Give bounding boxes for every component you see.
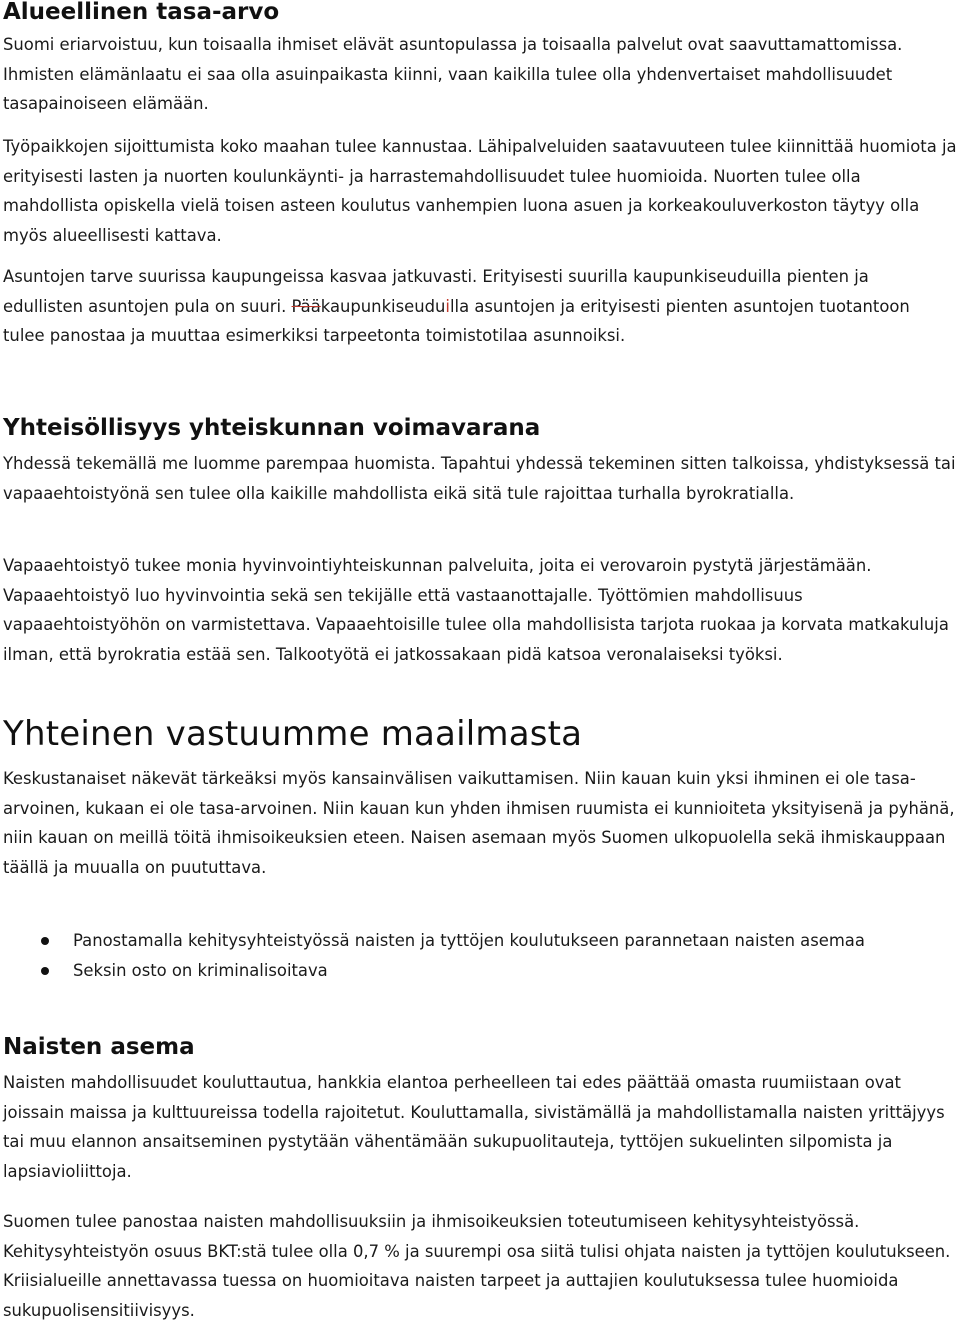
section-heading-global-responsibility: Yhteinen vastuumme maailmasta — [3, 714, 583, 754]
paragraph: Suomen tulee panostaa naisten mahdollisuuksiin ja ihmisoikeuksien toteutumiseen kehitysyhteistyössä. Kehitysyhteistyön osuus BKT:stä tulee olla 0,7 % ja suurempi osa siitä tulisi ohjata naisten ja tyttöjen koulutukseen. Kriisialueille annettavassa tuessa on huomioitava naisten tarpeet ja auttajien koulutuksessa tulee huomioida sukupuolisensitiivisyys. — [3, 1212, 951, 1320]
text-run: kaupunkiseudu — [320, 296, 446, 316]
list-item-text: Panostamalla kehitysyhteistyössä naisten ja tyttöjen koulutukseen parannetaan naisten asemaa — [73, 931, 865, 950]
bullet-icon — [41, 967, 49, 975]
paragraph: Keskustanaiset näkevät tärkeäksi myös kansainvälisen vaikuttamisen. Niin kauan kuin yksi ihminen ei ole tasa-arvoinen, kukaan ei ole tasa-arvoinen. Niin kauan kun yhden ihmisen ruumista ei kunnioiteta yksityisenä ja pyhänä, niin kauan on meillä töitä ihmisoikeuksien eteen. Naisen asemaan myös Suomen ulkopuolella sekä ihmiskauppaan täällä ja muualla on puututtava. — [3, 769, 955, 877]
paragraph: Työpaikkojen sijoittumista koko maahan tulee kannustaa. Lähipalveluiden saatavuuteen tulee kiinnittää huomiota ja erityisesti lasten ja nuorten koulunkäynti- ja harrastemahdollisuudet tulee huomioida. Nuorten tulee olla mahdollista opiskella vielä toisen asteen koulutus vanhempien luona asuen ja korkeakouluverkoston täytyy olla myös alueellisesti kattava. — [3, 137, 957, 245]
paragraph: Yhdessä tekemällä me luomme parempaa huomista. Tapahtui yhdessä tekeminen sitten talkoissa, yhdistyksessä tai vapaaehtoistyönä sen tulee olla kaikille mahdollista eikä sitä tule rajoittaa turhalla byrokratialla. — [3, 454, 956, 503]
list-item — [0, 956, 865, 986]
text-run: lla asuntojen ja erityisesti pienten asuntojen tuotantoon tulee panostaa ja muuttaa esimerkiksi tarpeetonta toimistotilaa asunnoiksi. — [3, 296, 910, 345]
paragraph: Naisten mahdollisuudet kouluttautua, hankkia elantoa perheelleen tai edes päättää omasta ruumiistaan ovat joissain maissa ja kulttuureissa todella rajoitetut. Kouluttamalla, sivistämällä ja mahdollistamalla naisten yrittäjyys tai muu elannon ansaitseminen pystytään vähentämään sukupuolitauteja, tyttöjen sukuelinten silpomista ja lapsiavioliittoja. — [3, 1073, 945, 1181]
tracked-deletion: Pää — [291, 296, 321, 316]
paragraph: Suomi eriarvoistuu, kun toisaalla ihmiset elävät asuntopulassa ja toisaalla palvelut ovat saavuttamattomissa. Ihmisten elämänlaatu ei saa olla asuinpaikasta kiinni, vaan kaikilla tulee olla yhdenvertaiset mahdollisuudet tasapainoiseen elämään. — [3, 35, 903, 113]
tracked-insertion: i — [445, 296, 450, 316]
list-item-text: Seksin osto on kriminalisoitava — [73, 960, 328, 980]
paragraph-housing — [3, 262, 933, 351]
section-heading-womens-status: Naisten asema — [3, 1034, 195, 1060]
paragraph: Vapaaehtoistyö tukee monia hyvinvointiyhteiskunnan palveluita, joita ei verovaroin pystytä järjestämään. Vapaaehtoistyö luo hyvinvointia sekä sen tekijälle että vastaanottajalle. Työttömien mahdollisuus vapaaehtoistyöhön on varmistettava. Vapaaehtoisille tulee olla mahdollisista tarjota ruokaa ja korvata matkakuluja ilman, että byrokratia estää sen. Talkootyötä ei jatkossakaan pidä katsoa veronalaiseksi työksi. — [3, 556, 949, 664]
list-item — [0, 926, 865, 956]
section-heading-regional-equality: Alueellinen tasa-arvo — [3, 0, 280, 25]
text-run: Asuntojen tarve suurissa kaupungeissa kasvaa jatkuvasti. Erityisesti suurilla kaupunkiseuduilla pienten ja edullisten asuntojen pula on suuri. — [3, 267, 869, 316]
bullet-icon — [41, 937, 49, 945]
section-heading-community: Yhteisöllisyys yhteiskunnan voimavarana — [3, 415, 541, 441]
bullet-list — [0, 926, 865, 985]
